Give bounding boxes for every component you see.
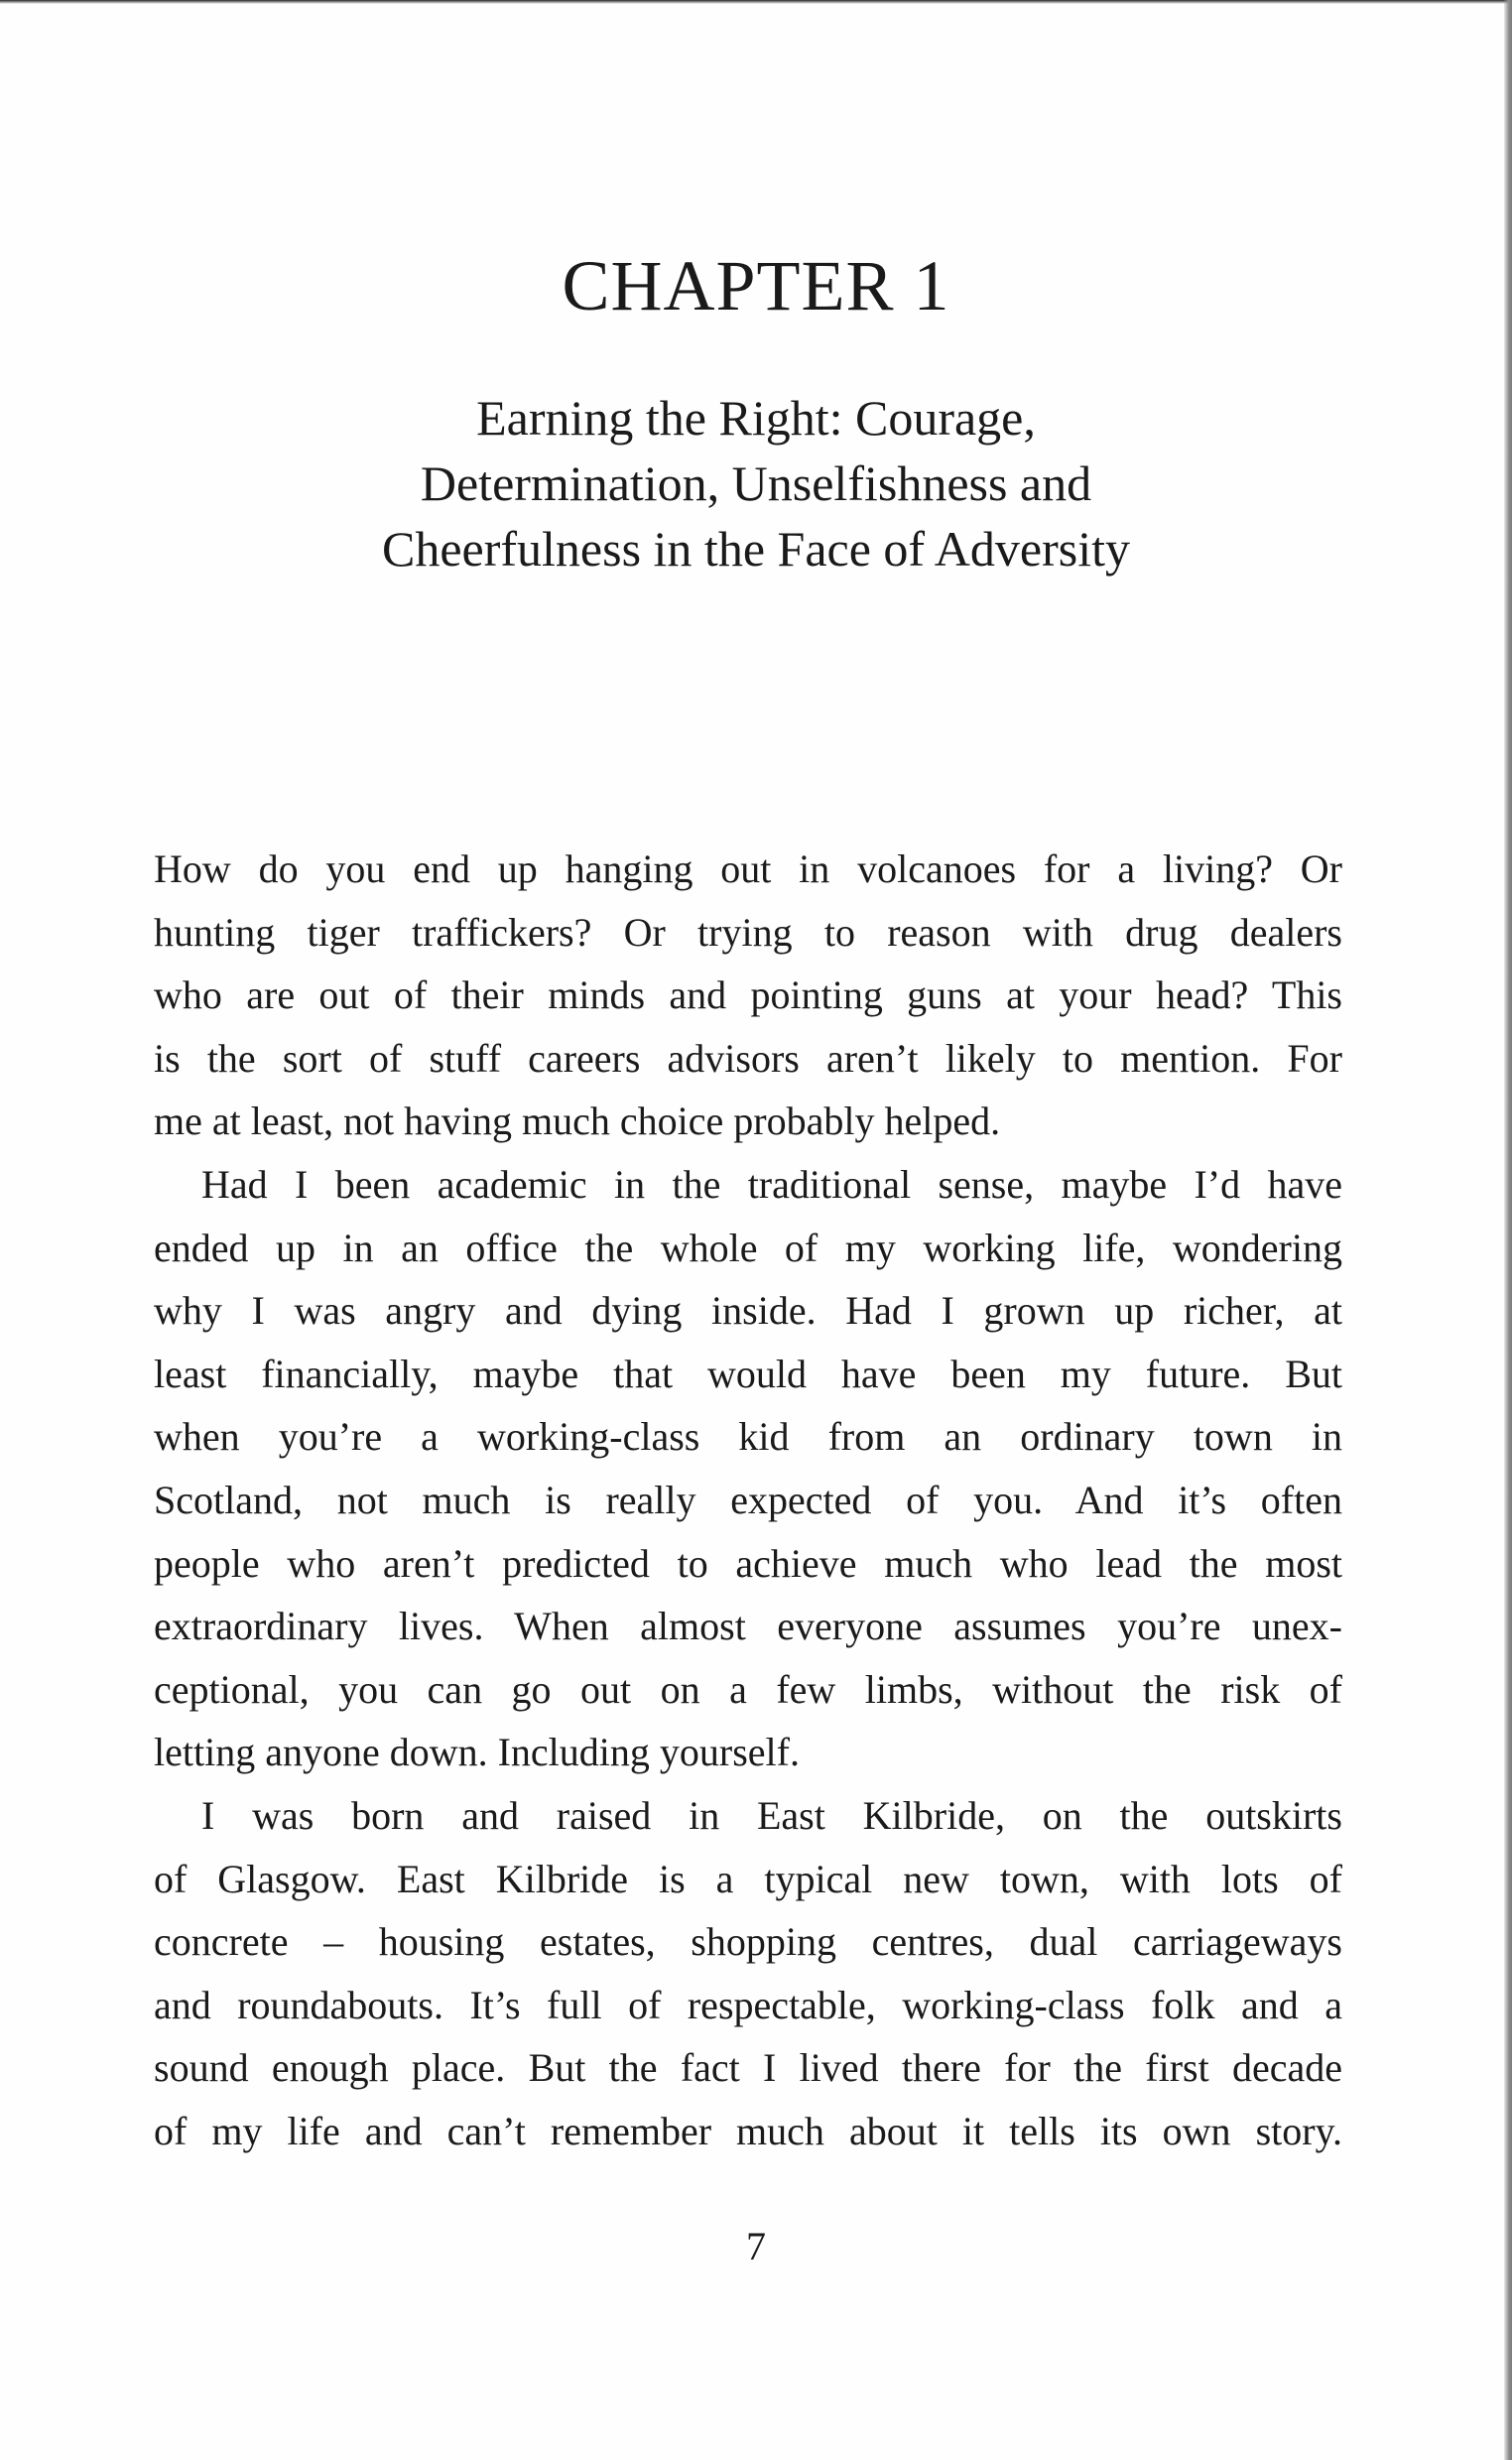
subtitle-line: Earning the Right: Courage, [476, 390, 1036, 446]
page-number: 7 [746, 2224, 766, 2268]
text-line: letting anyone down. Including yourself. [154, 1730, 800, 1775]
text-line: hunting tiger traffickers? Or trying to reason with drug dealers [154, 909, 1342, 955]
text-line: concrete – housing estates, shopping centres, dual carriageways [154, 1919, 1342, 1965]
text-line: least financially, maybe that would have been my future. But [154, 1351, 1342, 1396]
text-line: me at least, not having much choice probably helped. [154, 1099, 1001, 1144]
subtitle-line: Determination, Unselfishness and [420, 455, 1092, 511]
text-line: and roundabouts. It’s full of respectable, working-class folk and a [154, 1982, 1342, 2027]
text-line: extraordinary lives. When almost everyone assumes you’re unex- [154, 1604, 1342, 1649]
text-line: people who aren’t predicted to achieve much who lead the most [154, 1540, 1342, 1586]
text-line: I was born and raised in East Kilbride, on the outskirts [201, 1792, 1342, 1838]
text-line: of Glasgow. East Kilbride is a typical new town, with lots of [154, 1856, 1342, 1901]
text-line: of my life and can’t remember much about it tells its own story. [154, 2108, 1342, 2153]
text-line: sound enough place. But the fact I lived there for the first decade [154, 2045, 1342, 2091]
page-top-edge [0, 0, 1512, 4]
text-line: How do you end up hanging out in volcanoes for a living? Or [154, 846, 1342, 891]
subtitle-line: Cheerfulness in the Face of Adversity [382, 521, 1130, 577]
paragraph [154, 1784, 1342, 2163]
chapter-subtitle [0, 385, 1512, 582]
page-right-edge-shadow [1504, 0, 1512, 2460]
text-line: ceptional, you can go out on a few limbs, without the risk of [154, 1666, 1342, 1712]
paragraph [154, 1153, 1342, 1784]
text-line: Scotland, not much is really expected of you. And it’s often [154, 1477, 1342, 1522]
paragraph [154, 838, 1342, 1153]
chapter-heading: CHAPTER 1 [562, 246, 950, 325]
text-line: Had I been academic in the traditional sense, maybe I’d have [201, 1161, 1342, 1207]
body-text [154, 838, 1342, 2162]
text-line: is the sort of stuff careers advisors aren’t likely to mention. For [154, 1035, 1342, 1081]
text-line: when you’re a working-class kid from an ordinary town in [154, 1414, 1342, 1460]
text-line: ended up in an office the whole of my working life, wondering [154, 1225, 1342, 1270]
text-line: why I was angry and dying inside. Had I grown up richer, at [154, 1288, 1342, 1334]
text-line: who are out of their minds and pointing guns at your head? This [154, 972, 1342, 1018]
